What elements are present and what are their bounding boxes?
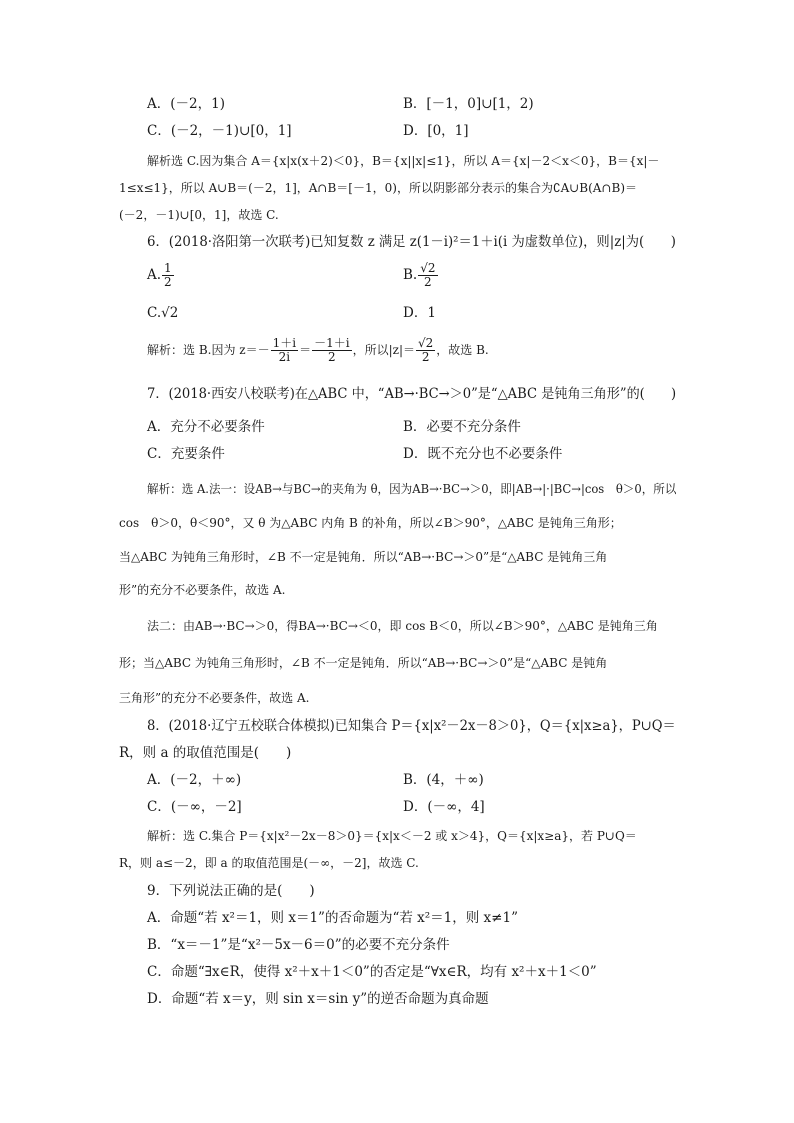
q6-option-b-fraction (418, 262, 437, 289)
q8-solution-line-1: 解析：选 C.集合 P＝{x|x²－2x－8＞0}＝{x|x＜－2 或 x＞4}，Q＝{x|x≥a}，若 P∪Q＝ (147, 829, 637, 843)
q5-solution-line-1: 解析选 C.因为集合 A＝{x|x(x＋2)＜0}，B＝{x||x|≤1}，所以 A＝{x|－2＜x＜0}，B＝{x|－ (147, 154, 660, 168)
q7-solution-line-2: cos θ＞0，θ＜90°，又 θ 为△ABC 内角 B 的补角，所以∠B＞90°，△ABC 是钝角三角形； (119, 516, 622, 530)
q5-solution-line-2: 1≤x≤1}，所以 A∪B＝(－2，1]，A∩B＝[－1，0)，所以阴影部分表示的集合为∁A∪B(A∩B)＝ (119, 181, 638, 195)
q5-option-c: C．(－2，－1)∪[0，1] (147, 123, 292, 139)
q6-solution (147, 337, 489, 364)
q9-option-b: B．“x＝－1”是“x²－5x－6＝0”的必要不充分条件 (147, 937, 450, 953)
q6-option-b-numerator: √2 (420, 261, 436, 275)
q5-option-a: A．(－2，1) (147, 96, 225, 112)
q7-solution-line-1: 解析：选 A.法一：设AB→与BC→的夹角为 θ，因为AB→·BC→＞0，即|AB→|·|BC→|cos θ＞0，所以 (147, 482, 677, 496)
q6-option-a-prefix: A. (147, 267, 162, 283)
q7-solution-line-4: 形”的充分不必要条件，故选 A. (119, 583, 286, 597)
q6-option-a-denominator: 2 (164, 275, 172, 289)
q6-option-d: D．1 (403, 305, 436, 321)
q5-option-d: D．[0，1] (403, 123, 469, 139)
q5-solution-line-3: (－2，－1)∪[0，1]，故选 C. (119, 208, 279, 222)
q6-solution-fraction-1 (271, 337, 298, 364)
q5-option-b: B．[－1，0]∪[1，2) (403, 96, 534, 112)
q6-solution-fraction-3 (416, 337, 435, 364)
q8-stem-line-1: 8．(2018·辽宁五校联合体模拟)已知集合 P＝{x|x²－2x－8＞0}，Q＝{x|x≥a}，P∪Q＝ (147, 718, 676, 734)
q8-option-c: C．(－∞，－2] (147, 799, 242, 815)
q7-solution-line-5: 法二：由AB→·BC→＞0，得BA→·BC→＜0，即 cos B＜0，所以∠B＞90°，△ABC 是钝角三角 (147, 619, 658, 633)
q7-solution-line-6: 形；当△ABC 为钝角三角形时，∠B 不一定是钝角．所以“AB→·BC→＞0”是“△ABC 是钝角 (119, 656, 608, 670)
q7-option-b: B．必要不充分条件 (403, 419, 521, 435)
q7-option-a: A．充分不必要条件 (147, 419, 265, 435)
q6-option-a-fraction (162, 262, 174, 289)
q7-solution-line-7: 三角形”的充分不必要条件，故选 A. (119, 691, 310, 705)
q8-option-b: B．(4，＋∞) (403, 772, 484, 788)
q8-stem-line-2: R，则 a 的取值范围是( ) (119, 745, 292, 761)
q9-option-a: A．命题“若 x²＝1，则 x＝1”的否命题为“若 x²＝1，则 x≠1” (147, 910, 518, 926)
q7-solution-line-3: 当△ABC 为钝角三角形时，∠B 不一定是钝角．所以“AB→·BC→＞0”是“△ABC 是钝角三角 (119, 550, 608, 564)
q6-solution-suffix: ，故选 B. (436, 343, 489, 357)
q6-solution-prefix: 解析：选 B.因为 z＝－ (147, 343, 270, 357)
q6-solution-fraction-2-den: 2 (328, 350, 336, 364)
q6-option-a-numerator: 1 (164, 261, 172, 275)
q6-option-b (403, 262, 439, 289)
q9-stem: 9．下列说法正确的是( ) (147, 883, 315, 899)
q6-option-a (147, 262, 175, 289)
q6-option-b-prefix: B. (403, 267, 418, 283)
q7-option-c: C．充要条件 (147, 446, 225, 462)
q6-solution-fraction-3-num: √2 (418, 336, 434, 350)
q6-solution-fraction-2-num: －1＋i (314, 336, 350, 350)
q7-stem: 7．(2018·西安八校联考)在△ABC 中，“AB→·BC→＞0”是“△ABC 是钝角三角形”的( ) (147, 386, 677, 402)
q6-solution-fraction-1-den: 2i (278, 350, 291, 364)
q8-option-d: D．(－∞，4] (403, 799, 485, 815)
q6-solution-fraction-2 (312, 337, 351, 364)
q6-solution-middle: ，所以|z|＝ (352, 343, 415, 357)
q9-option-c: C．命题“∃x∈R，使得 x²＋x＋1＜0”的否定是“∀x∈R，均有 x²＋x＋1＜0” (147, 964, 597, 980)
q6-option-b-denominator: 2 (424, 275, 432, 289)
q6-stem: 6．(2018·洛阳第一次联考)已知复数 z 满足 z(1－i)²＝1＋i(i 为虚数单位)，则|z|为( ) (147, 234, 676, 250)
q7-option-d: D．既不充分也不必要条件 (403, 446, 563, 462)
q6-option-c: C.√2 (147, 305, 179, 321)
q9-option-d: D．命题“若 x＝y，则 sin x＝sin y”的逆否命题为真命题 (147, 991, 489, 1007)
q8-option-a: A．(－2，＋∞) (147, 772, 242, 788)
q6-solution-fraction-1-num: 1＋i (272, 336, 297, 350)
q8-solution-line-2: R，则 a≤－2，即 a 的取值范围是(－∞，－2]，故选 C. (119, 856, 419, 870)
q6-solution-fraction-3-den: 2 (421, 350, 430, 364)
q6-solution-equals: ＝ (299, 343, 312, 357)
